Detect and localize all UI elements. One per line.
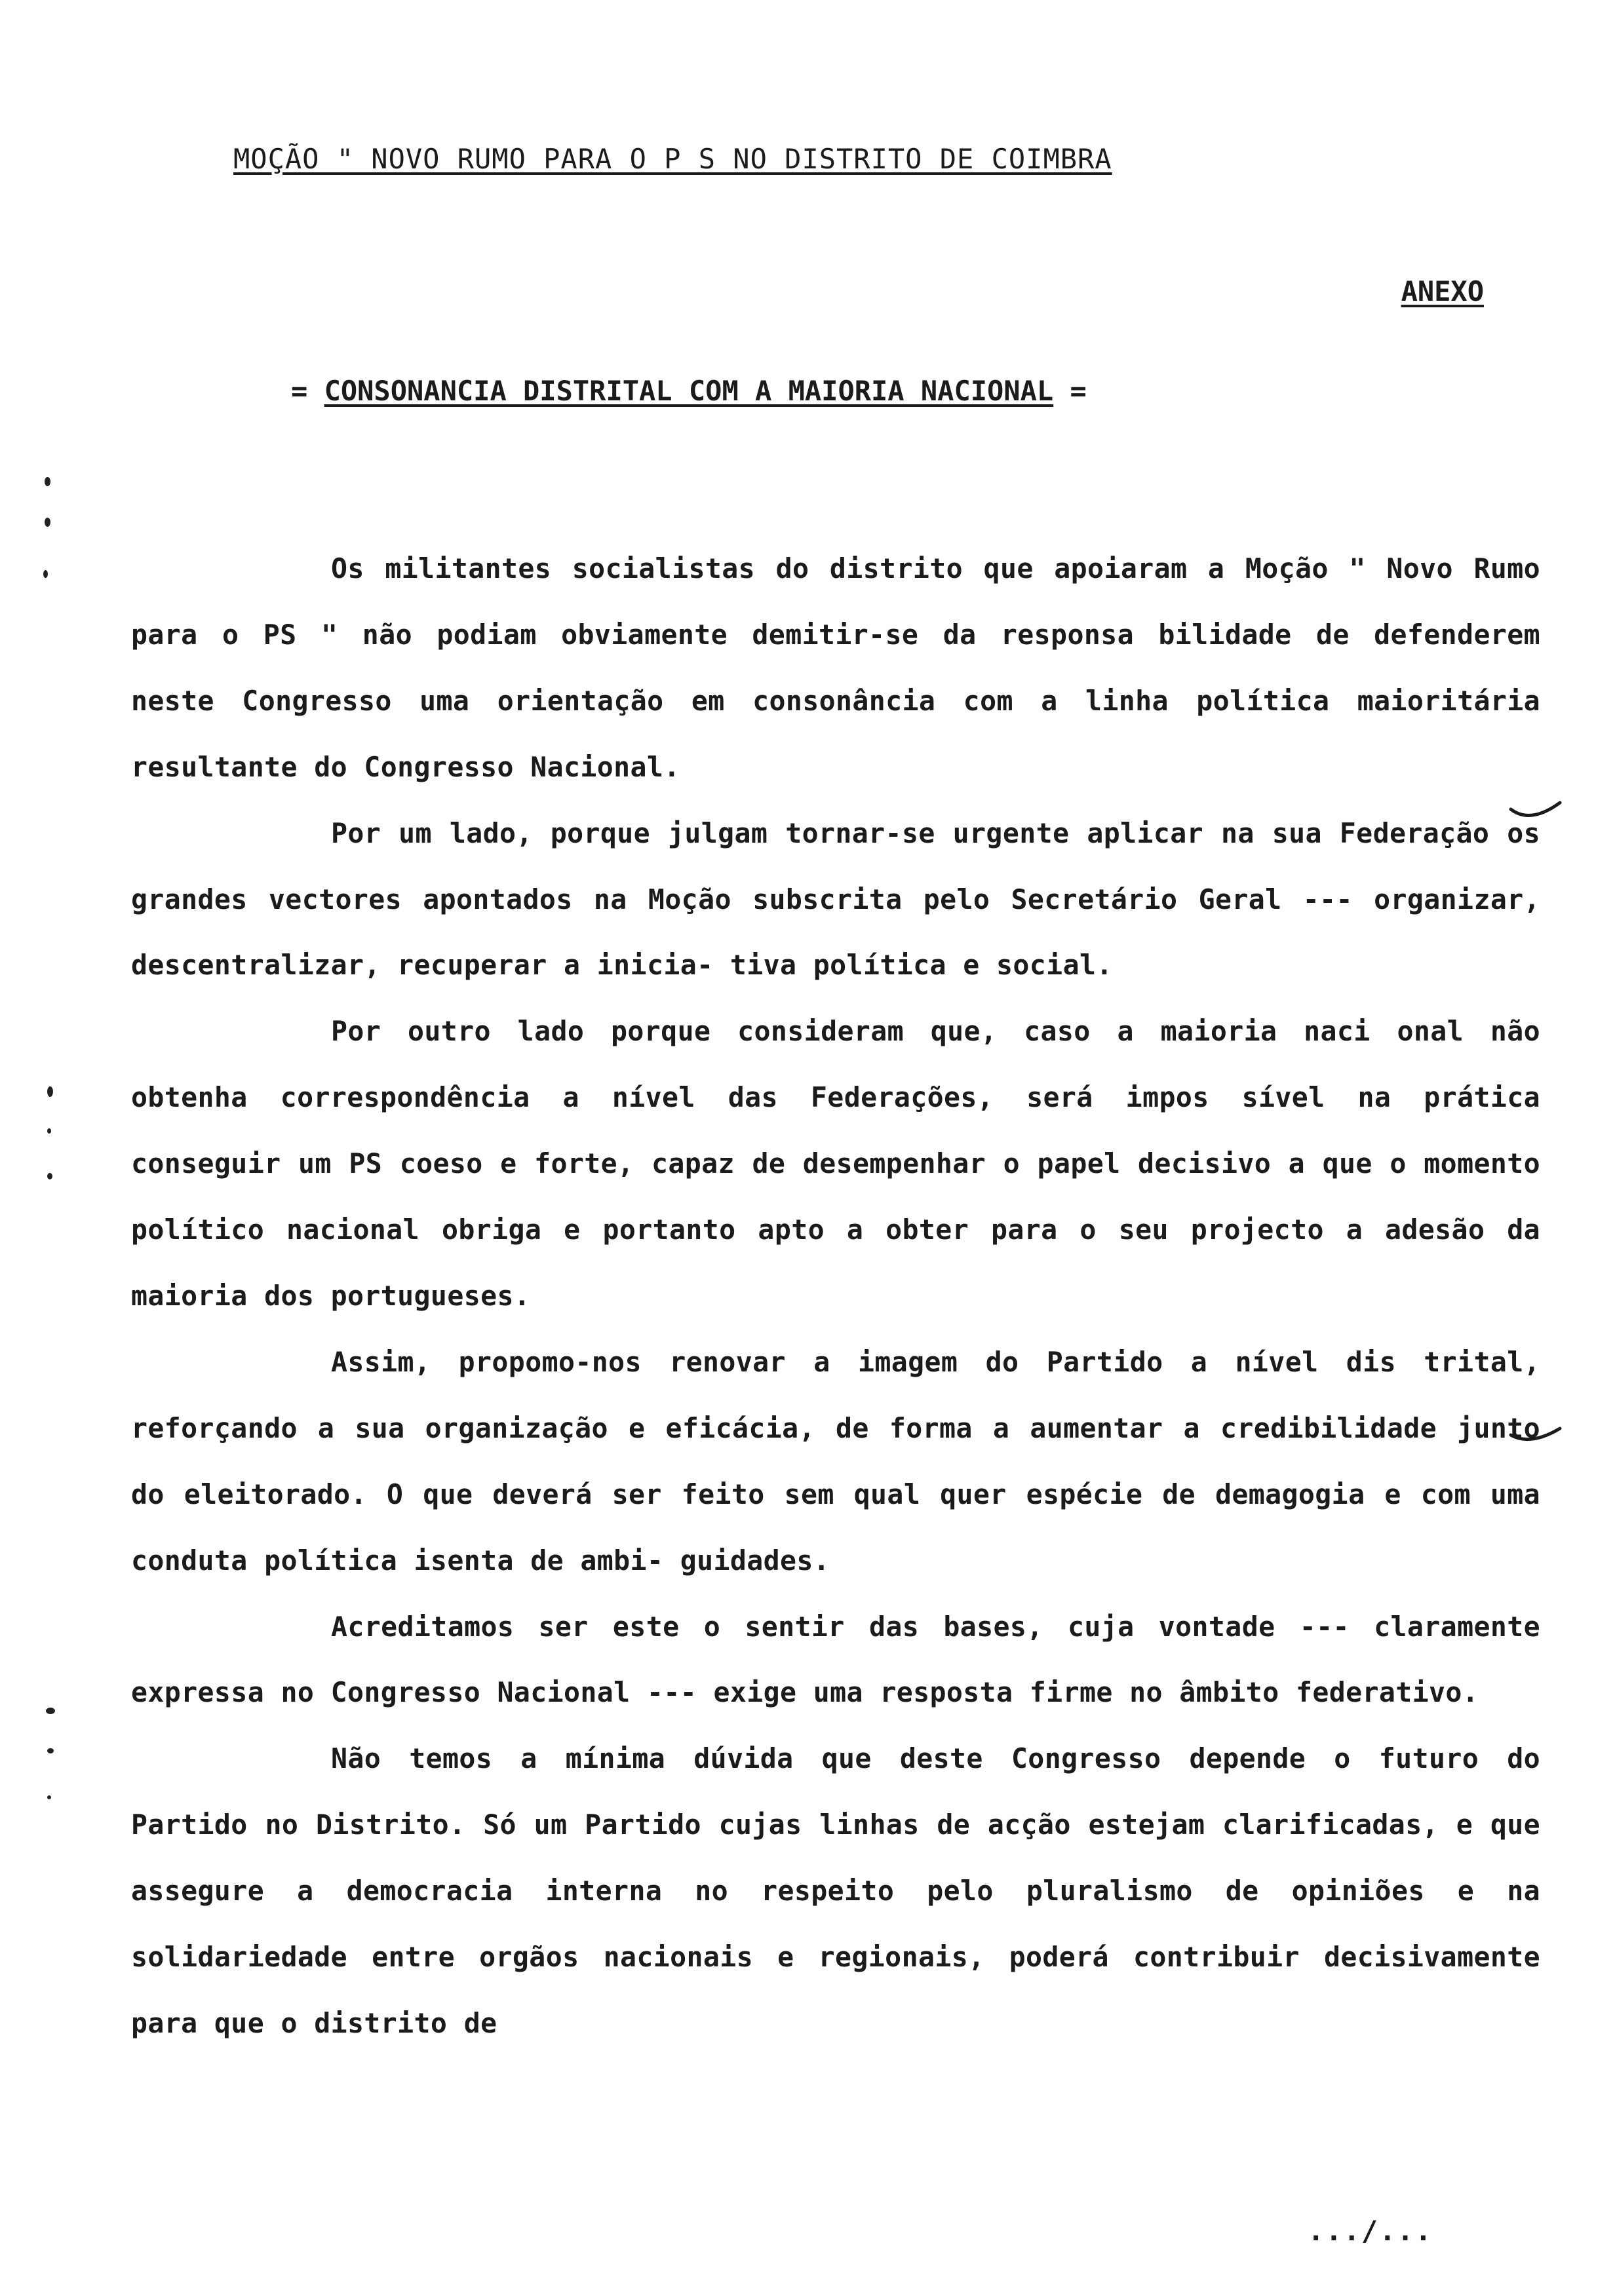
body-text — [131, 536, 1540, 2057]
margin-speck — [45, 477, 50, 486]
paragraph: Os militantes socialistas do distrito que apoiaram a Moção " Novo Rumo para o PS " não podiam obviamente demitir-se da responsa bilidade de defenderem neste Congresso uma orientação em consonância com a linha política maioritária resultante do Congresso Nacional. — [131, 552, 1540, 783]
margin-speck — [43, 570, 48, 578]
paragraph: Por outro lado porque consideram que, caso a maioria naci onal não obtenha correspondência a nível das Federações, será impos sível na prática conseguir um PS coeso e forte, capaz de desempenhar o papel decisivo a que o momento político nacional obriga e portanto apto a obter para o seu projecto a adesão da maioria dos portugueses. — [131, 1015, 1540, 1312]
paragraph: Não temos a mínima dúvida que deste Congresso depende o futuro do Partido no Distrito. Só um Partido cujas linhas de acção estejam clarificadas, e que assegure a democracia interna no respeito pelo pluralismo de opiniões e na solidariedade entre orgãos nacionais e regionais, poderá contribuir decisivamente para que o distrito de — [131, 1742, 1540, 2039]
section-heading — [291, 375, 1087, 407]
section-heading-suffix: = — [1053, 375, 1087, 407]
margin-speck — [47, 1086, 53, 1097]
margin-speck — [47, 1748, 54, 1753]
margin-speck — [47, 1173, 52, 1179]
section-heading-text: CONSONANCIA DISTRITAL COM A MAIORIA NACIONAL — [324, 375, 1054, 407]
pen-tick-mark — [1508, 1419, 1566, 1451]
annex-label: ANEXO — [1401, 275, 1484, 307]
section-heading-prefix: = — [291, 375, 324, 407]
margin-speck — [46, 1708, 55, 1714]
paragraph: Assim, propomo-nos renovar a imagem do Partido a nível dis trital, reforçando a sua organização e eficácia, de forma a aumentar a credibilidade junto do eleitorado. O que deverá ser feito sem qual quer espécie de demagogia e com uma conduta política isenta de ambi- guidades. — [131, 1345, 1540, 1577]
paragraph: Por um lado, porque julgam tornar-se urgente aplicar na sua Federação os grandes vectores apontados na Moção subscrita pelo Secretário Geral --- organizar, descentralizar, recuperar a inicia- tiva política e social. — [131, 816, 1540, 982]
margin-speck — [47, 1795, 51, 1799]
margin-speck — [45, 518, 50, 527]
pen-tick-mark — [1508, 793, 1566, 826]
margin-speck — [47, 1128, 51, 1134]
continuation-mark: .../... — [1308, 2215, 1433, 2247]
document-title: MOÇÃO " NOVO RUMO PARA O P S NO DISTRITO DE COIMBRA — [233, 143, 1112, 175]
paragraph: Acreditamos ser este o sentir das bases, cuja vontade --- claramente expressa no Congresso Nacional --- exige uma resposta firme no âmbito federativo. — [131, 1610, 1540, 1709]
